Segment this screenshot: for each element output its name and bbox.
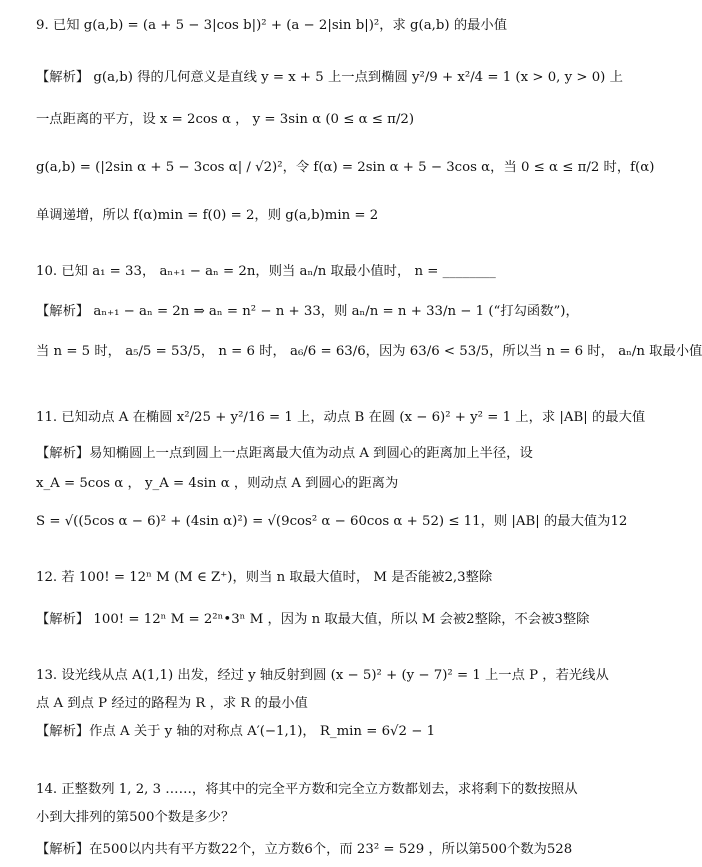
text-line: 13. 设光线从点 A(1,1) 出发，经过 y 轴反射到圆 (x − 5)² + (y − 7)² = 1 上一点 P ，若光线从 (36, 668, 609, 683)
text-line: g(a,b) = (|2sin α + 5 − 3cos α| / √2)²，令 f(α) = 2sin α + 5 − 3cos α，当 0 ≤ α ≤ π/2 时，f(α) (36, 160, 655, 175)
text-line: 10. 已知 a₁ = 33， aₙ₊₁ − aₙ = 2n，则当 aₙ/n 取最小值时， n = ________ (36, 264, 496, 279)
text-line: 14. 正整数列 1, 2, 3 ……，将其中的完全平方数和完全立方数都划去，求将剩下的数按照从 (36, 782, 578, 797)
text-line: 小到大排列的第500个数是多少？ (36, 810, 235, 825)
text-line: x_A = 5cos α ， y_A = 4sin α ，则动点 A 到圆心的距离为 (36, 476, 399, 491)
text-line: 【解析】作点 A 关于 y 轴的对称点 A′(−1,1)， R_min = 6√2 − 1 (36, 724, 436, 739)
text-line: 一点距离的平方，设 x = 2cos α ， y = 3sin α (0 ≤ α ≤ π/2) (36, 112, 415, 127)
text-line: 【解析】 100! = 12ⁿ M = 2²ⁿ•3ⁿ M ，因为 n 取最大值，所以 M 会被2整除，不会被3整除 (36, 612, 590, 627)
text-line: 点 A 到点 P 经过的路程为 R ，求 R 的最小值 (36, 696, 308, 711)
text-line: 9. 已知 g(a,b) = (a + 5 − 3|cos b|)² + (a − 2|sin b|)²，求 g(a,b) 的最小值 (36, 18, 508, 33)
text-line: S = √((5cos α − 6)² + (4sin α)²) = √(9cos² α − 60cos α + 52) ≤ 11，则 |AB| 的最大值为12 (36, 514, 628, 529)
text-line: 【解析】易知椭圆上一点到圆上一点距离最大值为动点 A 到圆心的距离加上半径，设 (36, 446, 533, 461)
text-line: 单调递增，所以 f(α)min = f(0) = 2，则 g(a,b)min = 2 (36, 208, 379, 223)
text-line: 【解析】在500以内共有平方数22个，立方数6个，而 23² = 529 ，所以第500个数为528 (36, 842, 573, 857)
text-line: 【解析】 aₙ₊₁ − aₙ = 2n ⇒ aₙ = n² − n + 33，则 aₙ/n = n + 33/n − 1 (“打勾函数”)， (36, 304, 579, 319)
text-line: 11. 已知动点 A 在椭圆 x²/25 + y²/16 = 1 上，动点 B 在圆 (x − 6)² + y² = 1 上，求 |AB| 的最大值 (36, 410, 646, 425)
text-line: 12. 若 100! = 12ⁿ M (M ∈ Z⁺)，则当 n 取最大值时， M 是否能被2,3整除 (36, 570, 493, 585)
text-line: 【解析】 g(a,b) 得的几何意义是直线 y = x + 5 上一点到椭圆 y²/9 + x²/4 = 1 (x > 0, y > 0) 上 (36, 70, 623, 85)
text-line: 当 n = 5 时， a₅/5 = 53/5， n = 6 时， a₆/6 = 63/6，因为 63/6 < 53/5，所以当 n = 6 时， aₙ/n 取最小值 (36, 344, 702, 359)
